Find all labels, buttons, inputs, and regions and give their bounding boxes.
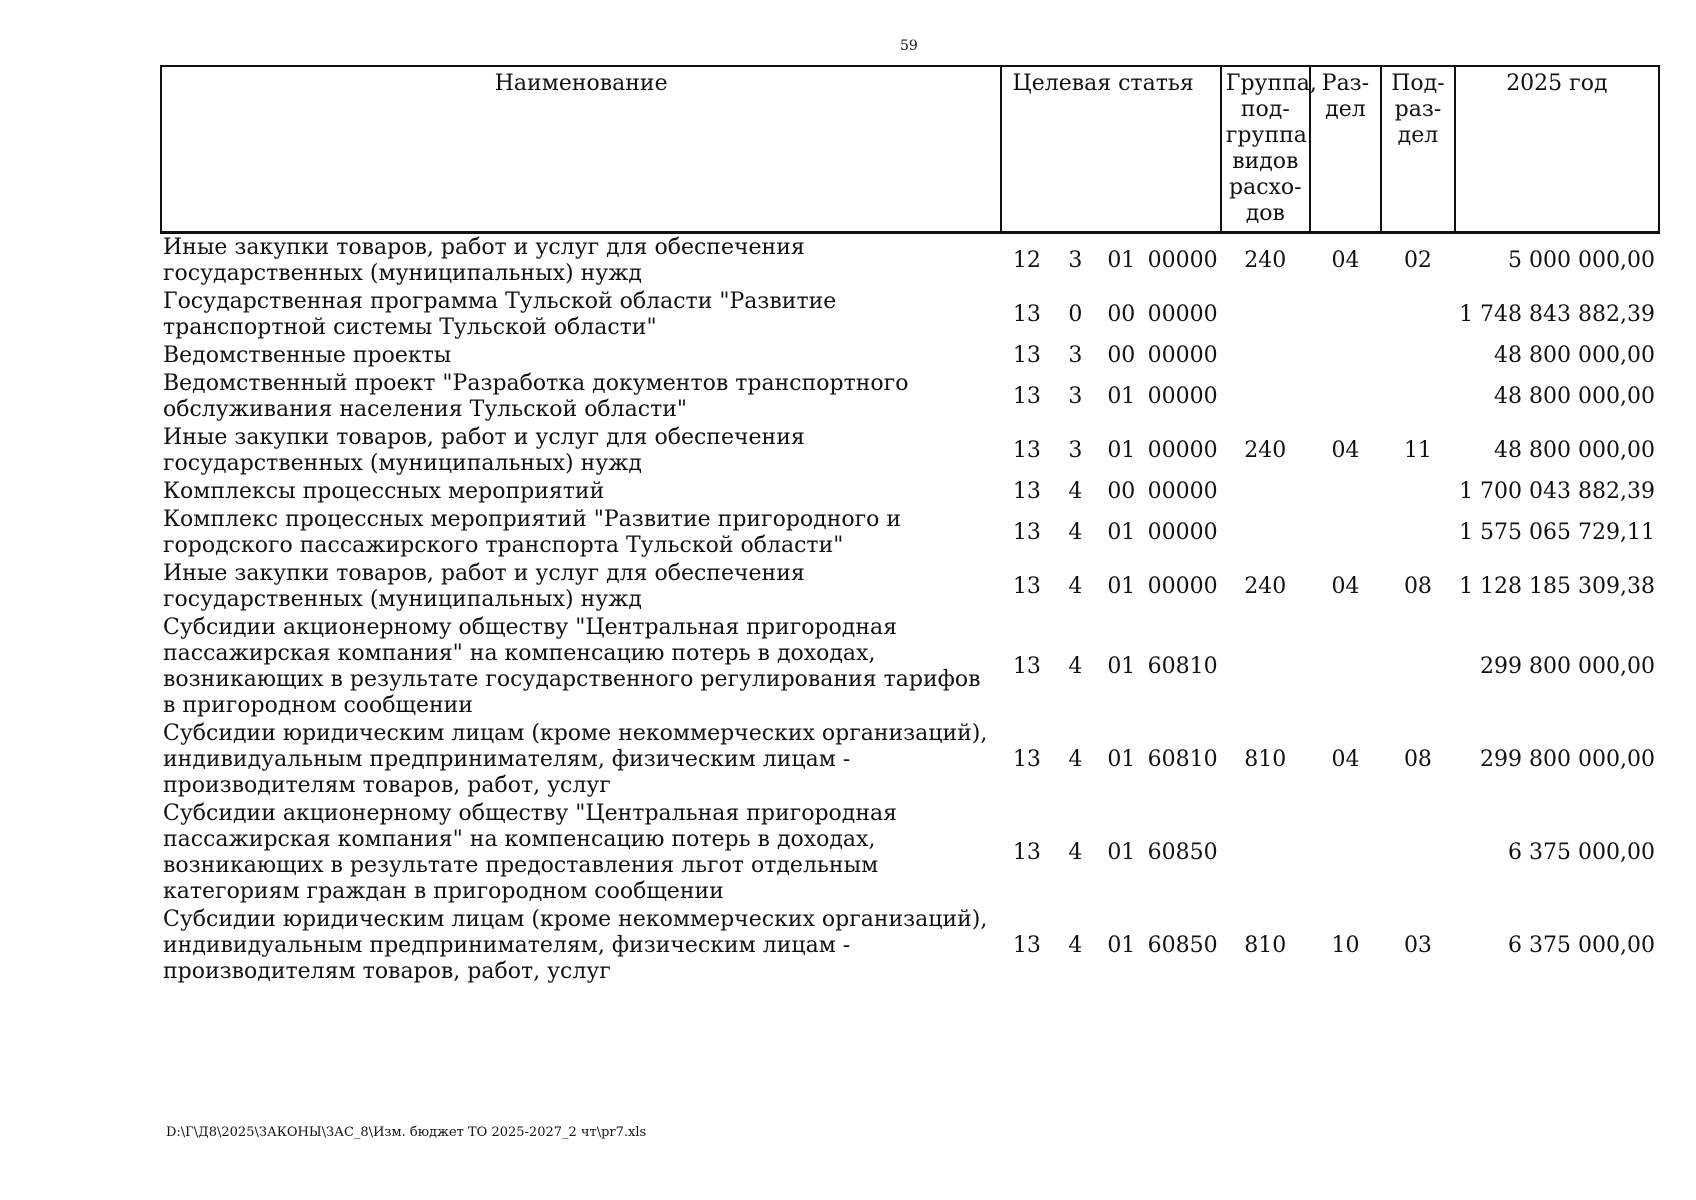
row-amount-2025: 48 800 000,00 [1494,438,1655,463]
row-subsection: 02 [1403,248,1432,273]
row-expense-group: 240 [1244,574,1287,599]
row-expense-group: 240 [1244,248,1287,273]
row-target-direction: 60810 [1147,654,1218,679]
row-target-program: 13 [1012,933,1041,958]
row-name: Комплекс процессных мероприятий "Развитие пригородного и городского пассажирского транспорта Тульской области" [163,507,902,558]
row-section: 04 [1331,574,1360,599]
row-target-type: 3 [1068,384,1083,409]
row-subsection [1381,478,1455,506]
table-row [161,560,1659,614]
row-target-item: 01 [1107,933,1136,958]
row-target-direction: 60810 [1147,747,1218,772]
budget-table [160,65,1660,986]
row-subsection [1381,800,1455,906]
table-row [161,506,1659,560]
row-amount-2025: 1 128 185 309,38 [1459,574,1655,599]
header-name: Наименование [161,66,1001,233]
row-amount-2025: 1 748 843 882,39 [1459,302,1655,327]
table-row [161,800,1659,906]
row-target-direction: 60850 [1147,840,1218,865]
row-target-direction: 00000 [1147,574,1218,599]
row-expense-group: 240 [1244,438,1287,463]
row-target-direction: 00000 [1147,438,1218,463]
table-row [161,370,1659,424]
page-number: 59 [900,38,918,54]
row-target-program: 13 [1012,438,1041,463]
row-amount-2025: 299 800 000,00 [1480,654,1655,679]
row-expense-group [1221,478,1310,506]
row-target-type: 4 [1068,520,1083,545]
row-target-direction: 00000 [1147,302,1218,327]
row-section: 04 [1331,438,1360,463]
table-row [161,233,1659,289]
row-target-program: 13 [1012,574,1041,599]
row-expense-group: 810 [1244,933,1287,958]
row-section [1310,614,1381,720]
table-row [161,906,1659,986]
row-target-item: 01 [1107,747,1136,772]
row-target-type: 4 [1068,574,1083,599]
row-target-type: 3 [1068,343,1083,368]
row-name: Субсидии акционерному обществу "Центральная пригородная пассажирская компания" на компенсацию потерь в доходах, возникающих в результате предоставления льгот отдельным категориям граждан в пригородном сообщении [163,801,897,904]
row-target-program: 13 [1012,747,1041,772]
row-target-item: 00 [1107,479,1136,504]
row-name: Субсидии акционерному обществу "Центральная пригородная пассажирская компания" на компенсацию потерь в доходах, возникающих в результате государственного регулирования тарифов в пригородном сообщении [163,615,981,718]
table-row [161,720,1659,800]
row-name: Иные закупки товаров, работ и услуг для обеспечения государственных (муниципальных) нужд [163,425,805,476]
table-row [161,288,1659,342]
row-amount-2025: 299 800 000,00 [1480,747,1655,772]
header-year: 2025 год [1455,66,1659,233]
row-section [1310,478,1381,506]
row-expense-group [1221,800,1310,906]
table-row [161,424,1659,478]
table-row [161,342,1659,370]
row-target-program: 13 [1012,343,1041,368]
row-name: Государственная программа Тульской области "Развитие транспортной системы Тульской области" [163,289,837,340]
row-target-program: 13 [1012,384,1041,409]
row-name: Субсидии юридическим лицам (кроме некоммерческих организаций), индивидуальным предпринимателям, физическим лицам - производителям товаров, работ, услуг [163,907,988,984]
row-target-program: 13 [1012,840,1041,865]
row-target-item: 01 [1107,384,1136,409]
row-section [1310,370,1381,424]
row-subsection: 08 [1403,574,1432,599]
row-section [1310,506,1381,560]
row-section [1310,800,1381,906]
row-target-item: 01 [1107,654,1136,679]
row-subsection: 11 [1403,438,1432,463]
row-section [1310,288,1381,342]
row-target-direction: 60850 [1147,933,1218,958]
row-target-program: 12 [1012,248,1041,273]
row-expense-group [1221,370,1310,424]
row-subsection [1381,342,1455,370]
row-target-direction: 00000 [1147,384,1218,409]
row-section: 04 [1331,747,1360,772]
row-target-item: 01 [1107,248,1136,273]
row-section [1310,342,1381,370]
row-target-type: 3 [1068,438,1083,463]
row-target-program: 13 [1012,302,1041,327]
row-name: Ведомственный проект "Разработка документов транспортного обслуживания населения Тульской области" [163,371,909,422]
row-target-item: 01 [1107,840,1136,865]
row-subsection [1381,614,1455,720]
row-target-type: 4 [1068,654,1083,679]
row-amount-2025: 48 800 000,00 [1494,343,1655,368]
row-subsection [1381,506,1455,560]
table-row [161,478,1659,506]
row-amount-2025: 1 575 065 729,11 [1459,520,1655,545]
row-target-type: 4 [1068,747,1083,772]
row-subsection [1381,370,1455,424]
row-section: 10 [1331,933,1360,958]
row-name: Иные закупки товаров, работ и услуг для обеспечения государственных (муниципальных) нужд [163,235,805,286]
table-row [161,614,1659,720]
row-expense-group [1221,614,1310,720]
row-expense-group: 810 [1244,747,1287,772]
header-group: Группа, под-группа видов расхо-дов [1221,66,1310,233]
row-name: Иные закупки товаров, работ и услуг для обеспечения государственных (муниципальных) нужд [163,561,805,612]
row-target-direction: 00000 [1147,248,1218,273]
row-target-program: 13 [1012,520,1041,545]
row-subsection: 08 [1403,747,1432,772]
row-section: 04 [1331,248,1360,273]
row-target-direction: 00000 [1147,479,1218,504]
row-amount-2025: 1 700 043 882,39 [1459,479,1655,504]
file-path-footer: D:\Г\Д8\2025\ЗАКОНЫ\ЗАС_8\Изм. бюджет ТО 2025-2027_2 чт\pr7.xls [166,1125,647,1140]
row-subsection: 03 [1403,933,1432,958]
row-target-type: 4 [1068,840,1083,865]
row-target-direction: 00000 [1147,520,1218,545]
row-expense-group [1221,288,1310,342]
row-target-item: 01 [1107,438,1136,463]
row-amount-2025: 6 375 000,00 [1508,933,1655,958]
row-name: Комплексы процессных мероприятий [163,479,605,504]
row-target-type: 0 [1068,302,1083,327]
row-target-item: 01 [1107,574,1136,599]
row-target-type: 4 [1068,479,1083,504]
row-target-item: 01 [1107,520,1136,545]
row-target-type: 3 [1068,248,1083,273]
row-amount-2025: 6 375 000,00 [1508,840,1655,865]
header-target-article: Целевая статья [1001,66,1221,233]
header-subsection: Под-раз-дел [1381,66,1455,233]
row-expense-group [1221,342,1310,370]
row-name: Субсидии юридическим лицам (кроме некоммерческих организаций), индивидуальным предпринимателям, физическим лицам - производителям товаров, работ, услуг [163,721,988,798]
row-subsection [1381,288,1455,342]
table-header-row [161,66,1659,233]
row-target-type: 4 [1068,933,1083,958]
row-target-item: 00 [1107,343,1136,368]
row-target-item: 00 [1107,302,1136,327]
row-target-direction: 00000 [1147,343,1218,368]
row-target-program: 13 [1012,654,1041,679]
row-amount-2025: 5 000 000,00 [1508,248,1655,273]
row-target-program: 13 [1012,479,1041,504]
row-name: Ведомственные проекты [163,343,452,368]
row-expense-group [1221,506,1310,560]
header-section: Раз-дел [1310,66,1381,233]
row-amount-2025: 48 800 000,00 [1494,384,1655,409]
